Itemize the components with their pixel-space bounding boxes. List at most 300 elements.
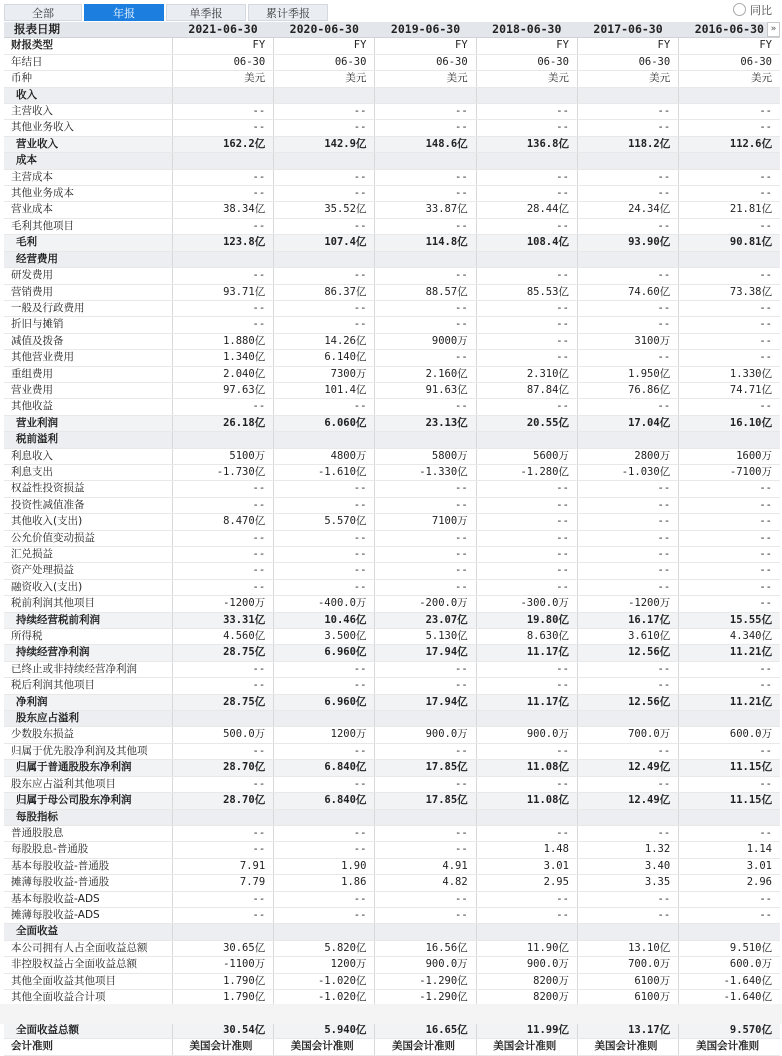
row-label: 成本 xyxy=(4,153,172,169)
row-label: 经营费用 xyxy=(4,251,172,267)
row-label: 毛利其他项目 xyxy=(4,218,172,234)
table-row xyxy=(4,284,780,300)
row-value: -- xyxy=(679,825,780,841)
row-value: -- xyxy=(577,678,678,694)
table-row xyxy=(4,760,780,776)
row-value: 16.17亿 xyxy=(577,612,678,628)
row-value: 5800万 xyxy=(375,448,476,464)
row-value xyxy=(375,251,476,267)
income-statement-table xyxy=(4,22,780,1056)
table-row xyxy=(4,563,780,579)
row-value: 3.01 xyxy=(476,858,577,874)
row-label: 会计准则 xyxy=(4,1039,172,1055)
table-row xyxy=(4,907,780,923)
row-value: 114.8亿 xyxy=(375,235,476,251)
row-value: -- xyxy=(274,186,375,202)
row-value: 600.0万 xyxy=(679,957,780,973)
row-value xyxy=(679,711,780,727)
row-label: 其他收入(支出) xyxy=(4,514,172,530)
row-value: -- xyxy=(375,891,476,907)
row-value xyxy=(274,87,375,103)
row-value: -- xyxy=(375,661,476,677)
header-label: 报表日期 xyxy=(4,22,172,38)
row-value: 86.37亿 xyxy=(274,284,375,300)
row-value: -- xyxy=(274,317,375,333)
table-row xyxy=(4,629,780,645)
row-label: 税前利润其他项目 xyxy=(4,596,172,612)
row-value: -- xyxy=(274,481,375,497)
row-value: -- xyxy=(172,300,273,316)
row-value xyxy=(375,153,476,169)
row-value: -- xyxy=(577,169,678,185)
row-label: 营业费用 xyxy=(4,382,172,398)
row-label: 重组费用 xyxy=(4,366,172,382)
row-value: -- xyxy=(577,825,678,841)
row-value: -- xyxy=(679,678,780,694)
row-value: -- xyxy=(577,268,678,284)
row-value: -- xyxy=(274,530,375,546)
row-value: 2.310亿 xyxy=(476,366,577,382)
table-row xyxy=(4,218,780,234)
table-row xyxy=(4,825,780,841)
row-value: -- xyxy=(172,268,273,284)
row-value: -- xyxy=(577,481,678,497)
row-value: -- xyxy=(679,300,780,316)
row-label: 基本每股收益-ADS xyxy=(4,891,172,907)
row-value xyxy=(375,87,476,103)
row-value: -- xyxy=(476,104,577,120)
table-row xyxy=(4,809,780,825)
row-value xyxy=(375,432,476,448)
row-value: 28.44亿 xyxy=(476,202,577,218)
row-value: -- xyxy=(679,350,780,366)
row-value xyxy=(476,153,577,169)
row-value: 74.60亿 xyxy=(577,284,678,300)
row-value: -- xyxy=(476,661,577,677)
row-value: 6.840亿 xyxy=(274,760,375,776)
row-value: 美元 xyxy=(274,71,375,87)
row-label: 基本每股收益-普通股 xyxy=(4,858,172,874)
row-label: 股东应占溢利其他项目 xyxy=(4,776,172,792)
row-value: -- xyxy=(274,497,375,513)
row-value: 12.56亿 xyxy=(577,694,678,710)
row-label: 归属于普通股股东净利润 xyxy=(4,760,172,776)
table-row xyxy=(4,711,780,727)
radio-icon[interactable] xyxy=(733,3,746,16)
row-value: -1.030亿 xyxy=(577,464,678,480)
header-date-last xyxy=(679,22,780,38)
row-value: 136.8亿 xyxy=(476,136,577,152)
row-value: -- xyxy=(679,169,780,185)
row-value: FY xyxy=(172,38,273,54)
row-value: -1.640亿 xyxy=(679,989,780,1005)
header-date: 2019-06-30 xyxy=(375,22,476,38)
row-value: 9.570亿 xyxy=(679,1022,780,1038)
row-value: -- xyxy=(375,317,476,333)
row-label: 已终止或非持续经营净利润 xyxy=(4,661,172,677)
row-value: -- xyxy=(679,481,780,497)
report-tabs xyxy=(0,0,782,22)
row-value: 17.94亿 xyxy=(375,645,476,661)
row-value: 4.340亿 xyxy=(679,629,780,645)
row-value: 1.90 xyxy=(274,858,375,874)
row-value: -- xyxy=(476,120,577,136)
row-value: 美国会计准则 xyxy=(679,1039,780,1055)
row-value xyxy=(172,809,273,825)
row-value: 美国会计准则 xyxy=(476,1039,577,1055)
row-value: 35.52亿 xyxy=(274,202,375,218)
row-value: -- xyxy=(172,481,273,497)
row-value: 16.10亿 xyxy=(679,415,780,431)
row-label: 营业收入 xyxy=(4,136,172,152)
row-value: 90.81亿 xyxy=(679,235,780,251)
row-value: 9.510亿 xyxy=(679,940,780,956)
table-row xyxy=(4,432,780,448)
row-value: 2.96 xyxy=(679,875,780,891)
row-value: -- xyxy=(476,547,577,563)
table-row xyxy=(4,38,780,54)
row-value: 28.75亿 xyxy=(172,645,273,661)
row-label: 利息支出 xyxy=(4,464,172,480)
row-value: 4.560亿 xyxy=(172,629,273,645)
row-value: -- xyxy=(577,891,678,907)
row-value: 11.99亿 xyxy=(476,1022,577,1038)
row-value: 1.950亿 xyxy=(577,366,678,382)
row-value xyxy=(476,809,577,825)
row-value: -- xyxy=(476,776,577,792)
row-value xyxy=(577,87,678,103)
row-label: 净利润 xyxy=(4,694,172,710)
row-value: -- xyxy=(476,825,577,841)
table-row xyxy=(4,87,780,103)
row-value: -1200万 xyxy=(577,596,678,612)
row-value: 美元 xyxy=(679,71,780,87)
row-value: -- xyxy=(274,842,375,858)
row-value: 11.90亿 xyxy=(476,940,577,956)
row-value: 112.6亿 xyxy=(679,136,780,152)
row-value: -- xyxy=(476,481,577,497)
yoy-label: 同比 xyxy=(750,4,772,17)
row-value: -- xyxy=(172,120,273,136)
row-value: -- xyxy=(577,514,678,530)
tab-annual[interactable]: 年报 xyxy=(84,4,164,21)
row-value: -1.020亿 xyxy=(274,973,375,989)
row-value xyxy=(274,251,375,267)
tab-single-quarter[interactable]: 单季报 xyxy=(166,4,246,21)
row-value: -- xyxy=(172,842,273,858)
row-value: 美国会计准则 xyxy=(577,1039,678,1055)
tab-all[interactable]: 全部 xyxy=(4,4,82,21)
row-value: 76.86亿 xyxy=(577,382,678,398)
row-value: -- xyxy=(172,743,273,759)
row-label: 权益性投资损益 xyxy=(4,481,172,497)
row-label: 全面收益 xyxy=(4,924,172,940)
row-value: -- xyxy=(375,104,476,120)
table-row xyxy=(4,202,780,218)
header-row xyxy=(4,22,780,38)
row-value: 93.90亿 xyxy=(577,235,678,251)
row-value xyxy=(476,432,577,448)
row-value: -- xyxy=(274,399,375,415)
row-label: 一般及行政费用 xyxy=(4,300,172,316)
row-value xyxy=(274,153,375,169)
row-value: -- xyxy=(172,547,273,563)
row-value: 9000万 xyxy=(375,333,476,349)
row-value: -- xyxy=(577,661,678,677)
row-label: 营销费用 xyxy=(4,284,172,300)
row-value: 1.86 xyxy=(274,875,375,891)
row-value: 5.820亿 xyxy=(274,940,375,956)
row-value: 4.82 xyxy=(375,875,476,891)
row-value: -- xyxy=(274,678,375,694)
row-value: 06-30 xyxy=(172,54,273,70)
row-value: -- xyxy=(679,218,780,234)
row-value: 3.500亿 xyxy=(274,629,375,645)
header-date: 2017-06-30 xyxy=(577,22,678,38)
row-value: 900.0万 xyxy=(375,727,476,743)
row-value: -- xyxy=(172,579,273,595)
table-row xyxy=(4,251,780,267)
row-value: -- xyxy=(577,186,678,202)
row-value: 7.91 xyxy=(172,858,273,874)
row-value: 1600万 xyxy=(679,448,780,464)
row-value: -1.290亿 xyxy=(375,973,476,989)
yoy-toggle[interactable] xyxy=(733,3,772,19)
row-value: 2800万 xyxy=(577,448,678,464)
row-value xyxy=(172,153,273,169)
row-value xyxy=(172,87,273,103)
row-value: -- xyxy=(172,563,273,579)
table-row xyxy=(4,743,780,759)
row-value: 7.79 xyxy=(172,875,273,891)
row-value: -- xyxy=(679,317,780,333)
row-label: 其他营业费用 xyxy=(4,350,172,366)
row-value: 97.63亿 xyxy=(172,382,273,398)
row-value: 8.470亿 xyxy=(172,514,273,530)
table-row xyxy=(4,694,780,710)
row-value: -- xyxy=(172,907,273,923)
row-value: -- xyxy=(476,743,577,759)
row-value: -- xyxy=(577,218,678,234)
row-value: FY xyxy=(375,38,476,54)
row-value: 15.55亿 xyxy=(679,612,780,628)
row-value: -- xyxy=(274,579,375,595)
table-row xyxy=(4,1039,780,1055)
row-value: 73.38亿 xyxy=(679,284,780,300)
table-row xyxy=(4,957,780,973)
row-value: 11.17亿 xyxy=(476,645,577,661)
row-value: 17.85亿 xyxy=(375,793,476,809)
row-value: -- xyxy=(375,743,476,759)
table-row xyxy=(4,875,780,891)
row-value: 21.81亿 xyxy=(679,202,780,218)
row-value xyxy=(375,924,476,940)
double-chevron-right-icon[interactable]: » xyxy=(767,22,780,37)
row-value: -- xyxy=(172,776,273,792)
row-value: -- xyxy=(679,530,780,546)
table-row xyxy=(4,1022,780,1038)
table-row xyxy=(4,366,780,382)
row-value: 1.340亿 xyxy=(172,350,273,366)
header-date: 2020-06-30 xyxy=(274,22,375,38)
row-value xyxy=(172,711,273,727)
row-value: 11.15亿 xyxy=(679,760,780,776)
row-value: 28.70亿 xyxy=(172,793,273,809)
row-value: 23.13亿 xyxy=(375,415,476,431)
row-label: 归属于优先股净利润及其他项 xyxy=(4,743,172,759)
row-value: 5100万 xyxy=(172,448,273,464)
row-value: -- xyxy=(375,481,476,497)
row-value: -- xyxy=(679,596,780,612)
row-label: 税后利润其他项目 xyxy=(4,678,172,694)
row-label: 所得税 xyxy=(4,629,172,645)
row-value: 1.48 xyxy=(476,842,577,858)
row-value: -- xyxy=(577,563,678,579)
row-label: 少数股东损益 xyxy=(4,727,172,743)
row-value: 2.040亿 xyxy=(172,366,273,382)
row-value xyxy=(476,711,577,727)
row-value: -- xyxy=(476,563,577,579)
row-value: 美元 xyxy=(476,71,577,87)
table-row xyxy=(4,776,780,792)
row-label: 主营收入 xyxy=(4,104,172,120)
table-row xyxy=(4,842,780,858)
row-value: -- xyxy=(375,350,476,366)
row-label: 普通股股息 xyxy=(4,825,172,841)
row-value: -1.290亿 xyxy=(375,989,476,1005)
row-value: -7100万 xyxy=(679,464,780,480)
row-label: 毛利 xyxy=(4,235,172,251)
row-value: -- xyxy=(476,333,577,349)
row-label: 财报类型 xyxy=(4,38,172,54)
row-value: -1100万 xyxy=(172,957,273,973)
row-label: 减值及拨备 xyxy=(4,333,172,349)
row-value: 1.790亿 xyxy=(172,989,273,1005)
row-label: 其他业务收入 xyxy=(4,120,172,136)
row-value: 3100万 xyxy=(577,333,678,349)
row-label: 其他业务成本 xyxy=(4,186,172,202)
row-value: -- xyxy=(274,907,375,923)
row-value xyxy=(274,711,375,727)
row-value: -- xyxy=(274,104,375,120)
row-value: 85.53亿 xyxy=(476,284,577,300)
footer-bar xyxy=(0,1004,782,1024)
row-value: 74.71亿 xyxy=(679,382,780,398)
row-value: 5.940亿 xyxy=(274,1022,375,1038)
row-value: 12.56亿 xyxy=(577,645,678,661)
row-value: -- xyxy=(476,907,577,923)
row-value: -1200万 xyxy=(172,596,273,612)
row-value: 108.4亿 xyxy=(476,235,577,251)
row-value: 38.34亿 xyxy=(172,202,273,218)
row-value: 33.31亿 xyxy=(172,612,273,628)
row-label: 持续经营净利润 xyxy=(4,645,172,661)
table-row xyxy=(4,268,780,284)
row-value: -1.330亿 xyxy=(375,464,476,480)
table-row xyxy=(4,481,780,497)
row-value: -- xyxy=(476,317,577,333)
row-value: 06-30 xyxy=(274,54,375,70)
row-value: -- xyxy=(679,579,780,595)
table-row xyxy=(4,514,780,530)
row-value xyxy=(476,924,577,940)
row-value: -- xyxy=(172,678,273,694)
row-value: -- xyxy=(274,218,375,234)
row-value: 20.55亿 xyxy=(476,415,577,431)
row-value: 17.85亿 xyxy=(375,760,476,776)
row-value: 3.610亿 xyxy=(577,629,678,645)
table-row xyxy=(4,153,780,169)
row-value xyxy=(274,924,375,940)
row-value: -- xyxy=(679,104,780,120)
row-value: 5.130亿 xyxy=(375,629,476,645)
row-value: 8.630亿 xyxy=(476,629,577,645)
row-value: 5.570亿 xyxy=(274,514,375,530)
row-value: 11.15亿 xyxy=(679,793,780,809)
row-value: 3.35 xyxy=(577,875,678,891)
row-value: -- xyxy=(679,268,780,284)
table-row xyxy=(4,300,780,316)
row-label: 非控股权益占全面收益总额 xyxy=(4,957,172,973)
row-value: -- xyxy=(476,497,577,513)
table-row xyxy=(4,382,780,398)
row-value: FY xyxy=(679,38,780,54)
row-value: -- xyxy=(375,825,476,841)
row-value: 7100万 xyxy=(375,514,476,530)
row-value xyxy=(679,809,780,825)
row-value: -- xyxy=(274,776,375,792)
row-value: -- xyxy=(375,497,476,513)
row-value: 1.14 xyxy=(679,842,780,858)
row-value: -- xyxy=(476,891,577,907)
table-row xyxy=(4,924,780,940)
row-value: 1.880亿 xyxy=(172,333,273,349)
row-value: 美元 xyxy=(172,71,273,87)
row-value: 6.060亿 xyxy=(274,415,375,431)
row-value: FY xyxy=(476,38,577,54)
row-value xyxy=(476,87,577,103)
row-value: -- xyxy=(679,563,780,579)
row-value: -- xyxy=(577,317,678,333)
tab-cumulative-quarter[interactable]: 累计季报 xyxy=(248,4,328,21)
row-value: 26.18亿 xyxy=(172,415,273,431)
row-value: -- xyxy=(577,579,678,595)
row-value xyxy=(172,251,273,267)
row-value: -- xyxy=(476,399,577,415)
row-value: -- xyxy=(274,661,375,677)
row-value: -- xyxy=(375,218,476,234)
row-value xyxy=(577,251,678,267)
row-value: -- xyxy=(577,530,678,546)
row-value: -300.0万 xyxy=(476,596,577,612)
row-value: -- xyxy=(375,776,476,792)
row-value: 11.08亿 xyxy=(476,760,577,776)
row-value: -- xyxy=(679,497,780,513)
row-value: -- xyxy=(274,268,375,284)
row-value: 6.960亿 xyxy=(274,694,375,710)
row-value: -- xyxy=(375,579,476,595)
row-label: 其他收益 xyxy=(4,399,172,415)
row-value: -- xyxy=(577,104,678,120)
row-value: 23.07亿 xyxy=(375,612,476,628)
row-value: -- xyxy=(172,317,273,333)
row-value: 4800万 xyxy=(274,448,375,464)
table-row xyxy=(4,169,780,185)
row-label: 融资收入(支出) xyxy=(4,579,172,595)
row-value: -- xyxy=(375,547,476,563)
row-value: 06-30 xyxy=(577,54,678,70)
row-value: -- xyxy=(172,891,273,907)
